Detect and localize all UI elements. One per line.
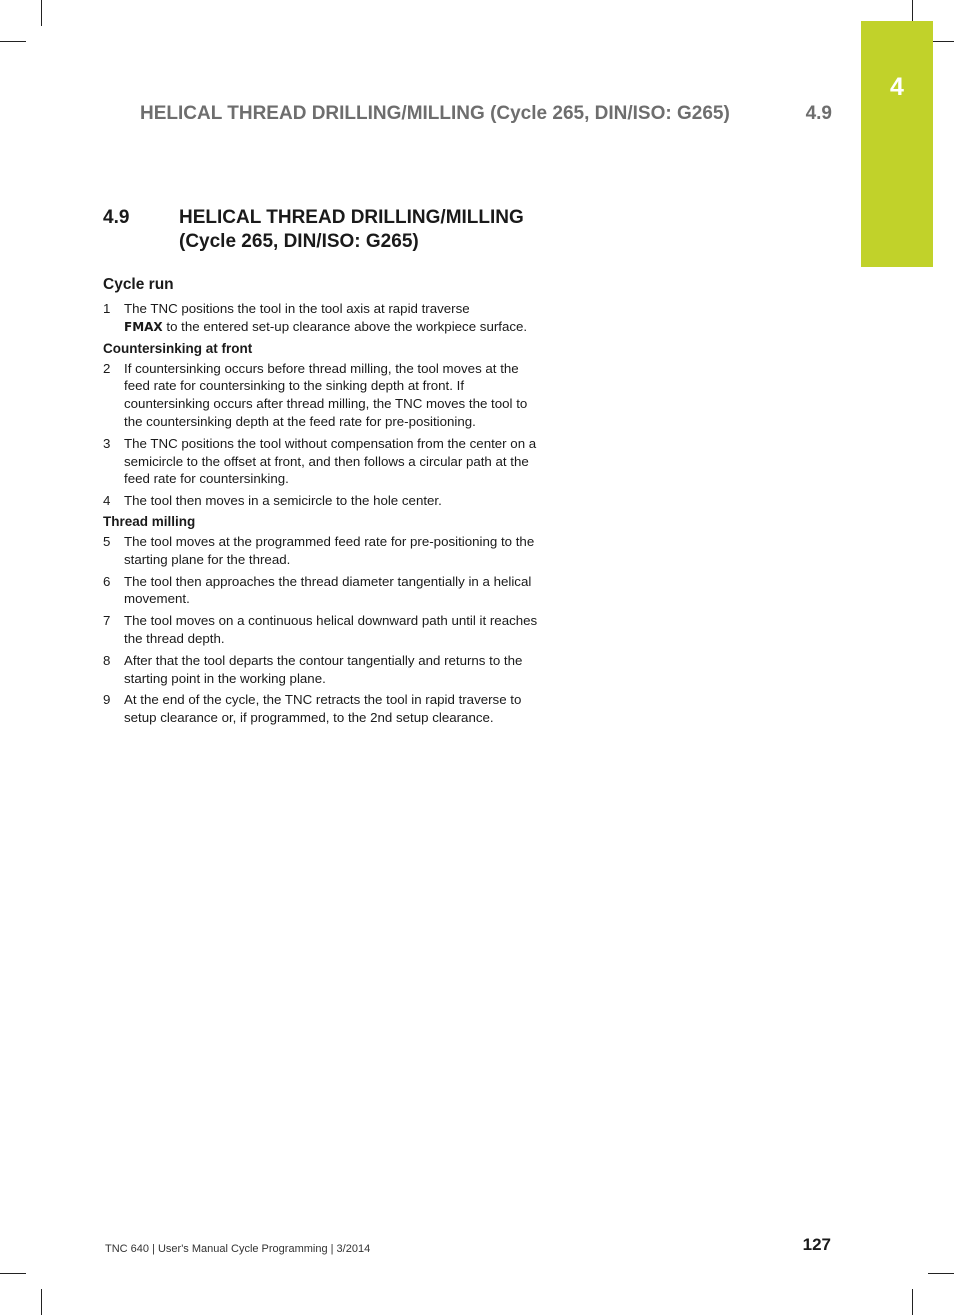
step-9 [103,691,543,727]
section-title-line1: HELICAL THREAD DRILLING/MILLING [179,207,524,228]
step-number: 2 [103,360,111,376]
crop-mark [912,1289,913,1315]
running-header-title: HELICAL THREAD DRILLING/MILLING (Cycle 265, DIN/ISO: G265) [140,103,730,124]
step-text: If countersinking occurs before thread milling, the tool moves at the feed rate for countersinking to the sinking depth at front. If countersinking occurs after thread milling, the TNC moves the tool to the countersinking depth at the feed rate for pre-positioning. [124,360,528,429]
running-header-section: 4.9 [805,103,832,124]
step-number: 5 [103,533,111,549]
step-text: The TNC positions the tool without compensation from the center on a semicircle to the offset at front, and then follows a circular path at the feed rate for countersinking. [124,435,537,487]
step-number: 9 [103,692,111,708]
step-number: 8 [103,652,111,668]
running-header [140,103,832,125]
step-2 [103,360,543,431]
chapter-number: 4 [890,73,904,101]
footer-text: TNC 640 | User's Manual Cycle Programming | 3/2014 [105,1243,371,1255]
step-3 [103,435,543,488]
step-text: The TNC positions the tool in the tool axis at rapid traverse [124,301,470,316]
step-number: 3 [103,435,111,451]
cycle-run-heading: Cycle run [103,276,174,293]
step-text: At the end of the cycle, the TNC retracts the tool in rapid traverse to setup clearance or, if programmed, to the 2nd setup clearance. [124,692,522,726]
crop-mark [0,41,26,42]
step-4 [103,492,543,510]
fmax-keyword: FMAX [124,319,163,334]
step-1 [103,300,543,337]
chapter-tab [861,21,933,267]
step-8 [103,652,543,688]
section-number: 4.9 [103,207,130,228]
crop-mark [41,0,42,26]
step-number: 6 [103,573,111,589]
step-7 [103,612,543,648]
thread-milling-heading: Thread milling [103,513,196,529]
step-number: 1 [103,301,111,316]
step-text: to the entered set-up clearance above the workpiece surface. [162,318,528,334]
step-text: The tool moves on a continuous helical downward path until it reaches the thread depth. [124,613,538,646]
step-6 [103,573,543,609]
step-number: 7 [103,613,111,629]
countersinking-heading: Countersinking at front [103,340,253,356]
crop-mark [0,1273,26,1274]
section-title-line2: (Cycle 265, DIN/ISO: G265) [179,231,419,252]
step-text: The tool then moves in a semicircle to the hole center. [124,493,442,509]
crop-mark [928,1273,954,1274]
cycle-run-content [103,276,543,731]
step-text: After that the tool departs the contour tangentially and returns to the starting point in the working plane. [124,652,523,686]
section-title [103,206,573,254]
step-text: The tool then approaches the thread diameter tangentially in a helical movement. [124,573,532,607]
page-number: 127 [802,1235,831,1254]
step-text: The tool moves at the programmed feed rate for pre-positioning to the starting plane for the thread. [124,533,535,567]
step-number: 4 [103,493,111,509]
step-5 [103,533,543,569]
crop-mark [41,1289,42,1315]
